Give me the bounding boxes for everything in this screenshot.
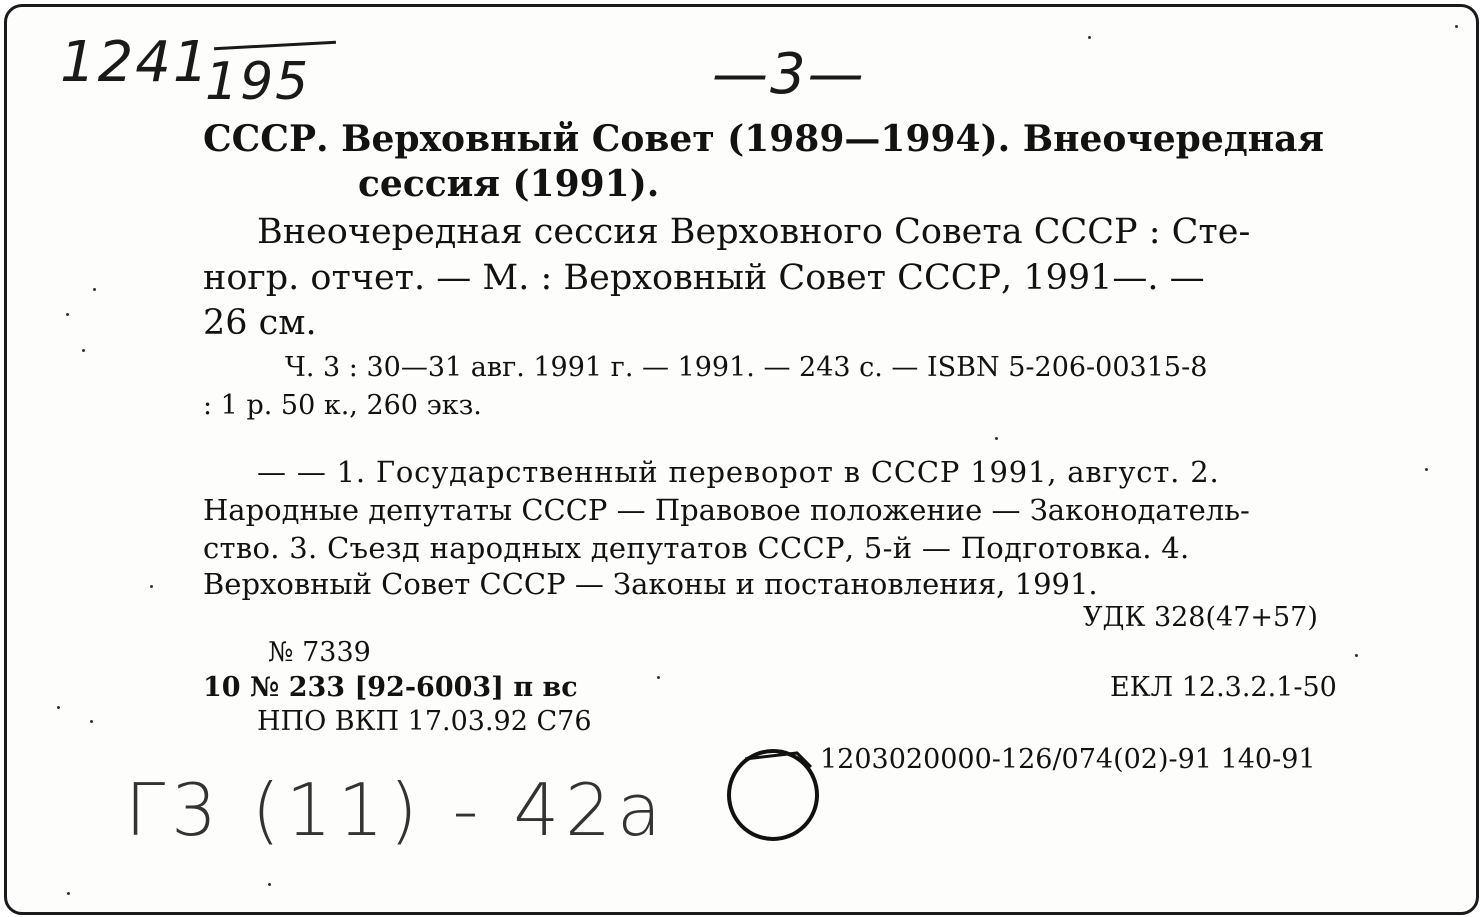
price-and-print-run: : 1 р. 50 к., 260 экз. [203,390,482,421]
subject-line-1: — — 1. Государственный переворот в СССР 1991, август. 2. [257,455,1220,489]
speck [1425,468,1428,471]
handwritten-shelf-mark: Г3 (11) - 42а [125,768,668,852]
ekl-code: ЕКЛ 12.3.2.1-50 [1110,672,1337,703]
physical-description: 26 см. [203,303,317,343]
speck [150,585,153,588]
title-statement: Внеочередная сессия Верховного Совета СССР : Сте- [257,212,1251,252]
entry-heading-continued: сессия (1991). [358,163,660,205]
speck [67,892,70,895]
speck [90,720,93,723]
npo-imprint: НПО ВКП 17.03.92 С76 [257,706,592,737]
speck [57,706,60,709]
speck [1455,25,1458,28]
udk-code: УДК 328(47+57) [1083,602,1318,633]
speck [1088,36,1091,39]
subject-line-2: Народные депутаты СССР — Правовое положение — Законодатель- [203,493,1250,527]
handwritten-call-number: 1241 [60,30,211,95]
order-number: 10 № 233 [92-6003] п вс [203,672,578,703]
part-description: Ч. 3 : 30—31 авг. 1991 г. — 1991. — 243 с. — ISBN 5-206-00315-8 [285,352,1208,383]
handwritten-page-mark: —3— [712,42,866,107]
subject-line-3: ство. 3. Съезд народных депутатов СССР, 5-й — Подготовка. 4. [203,531,1190,565]
speck [995,437,998,440]
handwritten-fraction: 195 [205,52,311,112]
speck [657,676,660,679]
circle-mark-icon [725,745,825,845]
subject-line-4: Верховный Совет СССР — Законы и постановления, 1991. [203,567,1098,601]
card-number: № 7339 [268,637,371,668]
speck [268,883,271,886]
speck [93,288,96,291]
publication-statement: ногр. отчет. — М. : Верховный Совет СССР, 1991—. — [203,258,1205,298]
index-code: 1203020000-126/074(02)-91 140-91 [820,744,1316,775]
speck [66,313,69,316]
entry-heading: СССР. Верховный Совет (1989—1994). Внеочередная [203,118,1324,160]
speck [82,349,85,352]
speck [1355,654,1358,657]
